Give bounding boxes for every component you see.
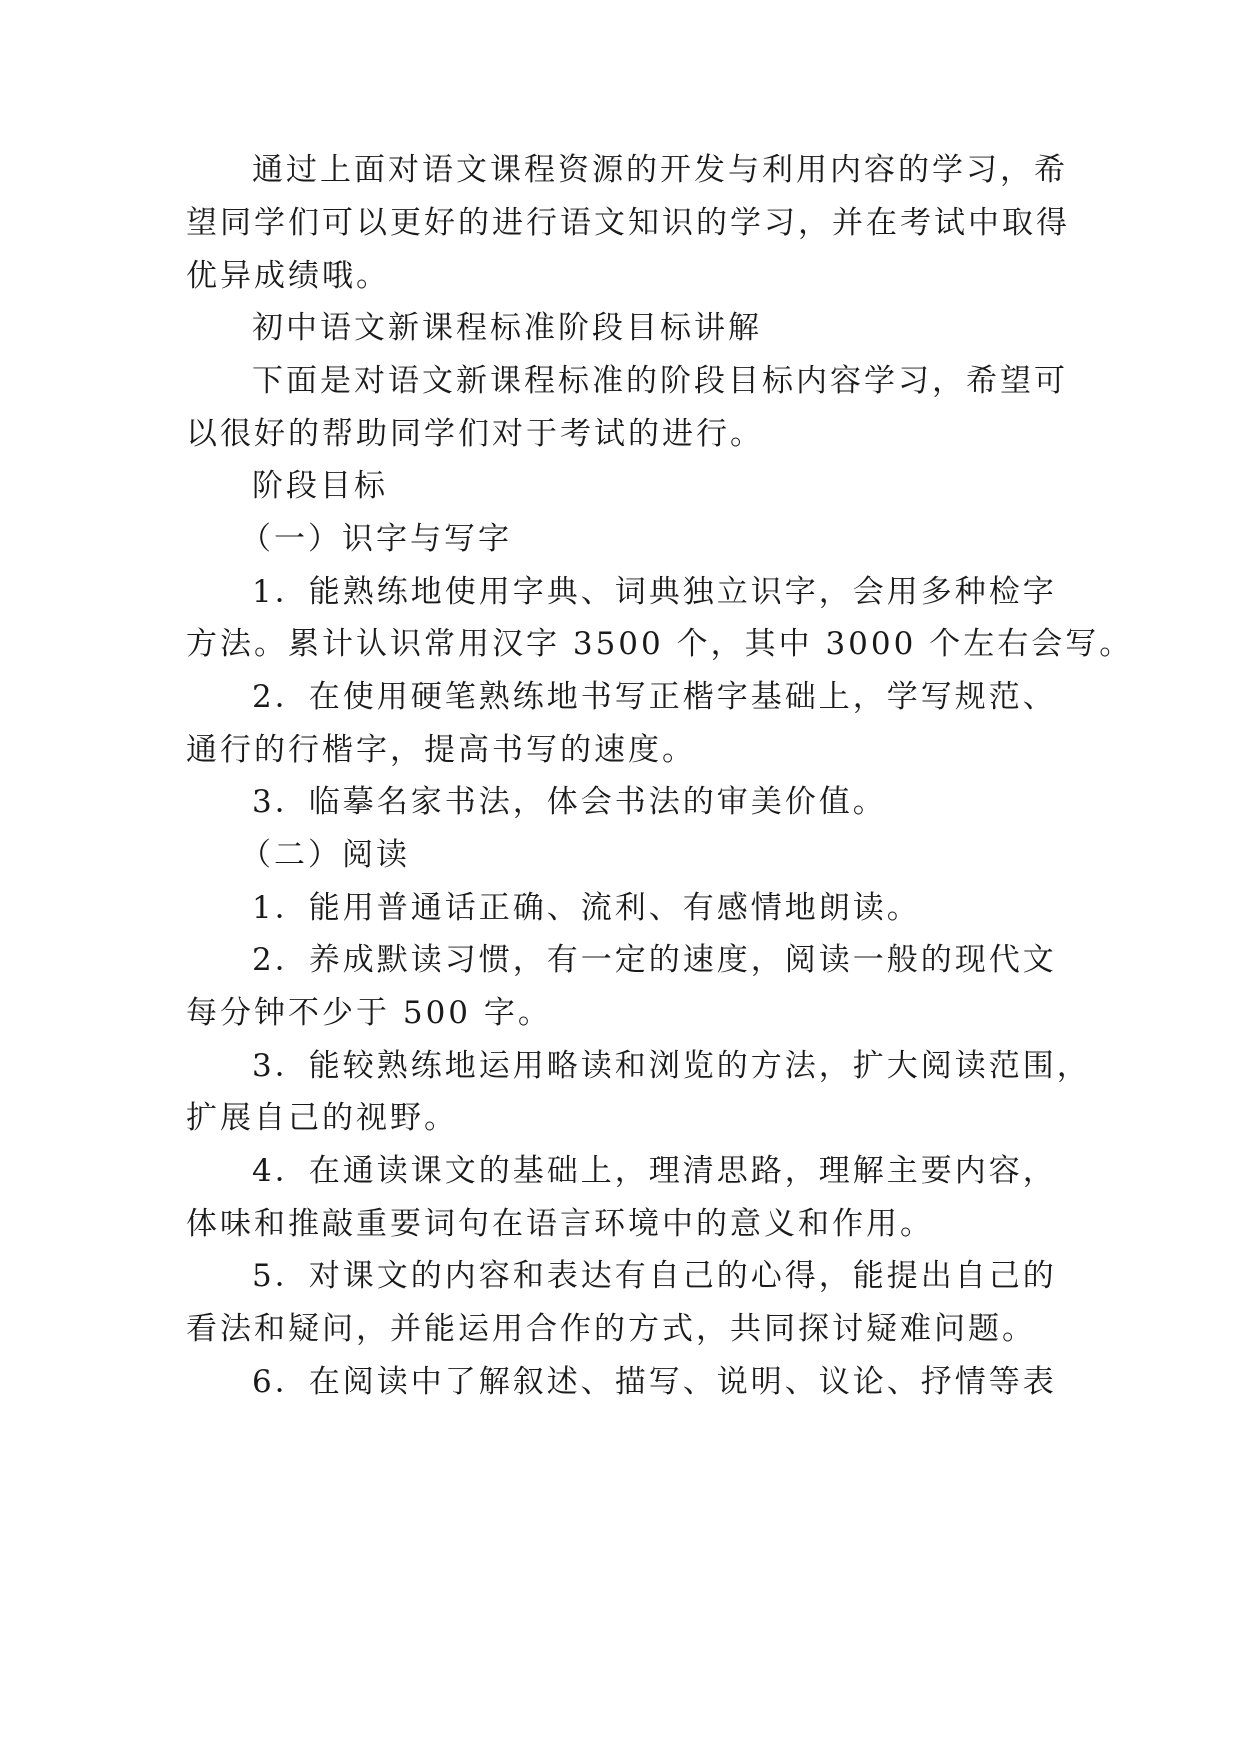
list-item-line: 方法。累计认识常用汉字 3500 个，其中 3000 个左右会写。 [186, 626, 1134, 662]
section-heading: 初中语文新课程标准阶段目标讲解 [252, 310, 762, 346]
subsection-heading: （一）识字与写字 [240, 521, 512, 557]
list-item-line: 3．能较熟练地运用略读和浏览的方法，扩大阅读范围， [252, 1048, 1091, 1084]
paragraph-line: 望同学们可以更好的进行语文知识的学习，并在考试中取得 [186, 205, 1070, 241]
list-item-line: 6．在阅读中了解叙述、描写、说明、议论、抒情等表 [252, 1364, 1057, 1400]
list-item-line: 2．养成默读习惯，有一定的速度，阅读一般的现代文 [252, 942, 1057, 978]
list-item-line: 看法和疑问，并能运用合作的方式，共同探讨疑难问题。 [186, 1311, 1036, 1347]
paragraph-line: 通过上面对语文课程资源的开发与利用内容的学习，希 [252, 152, 1068, 188]
list-item-line: 通行的行楷字，提高书写的速度。 [186, 732, 696, 768]
section-heading: 阶段目标 [252, 468, 388, 504]
list-item-line: 5．对课文的内容和表达有自己的心得，能提出自己的 [252, 1258, 1057, 1294]
list-item-line: 扩展自己的视野。 [186, 1100, 458, 1136]
paragraph-line: 下面是对语文新课程标准的阶段目标内容学习，希望可 [252, 363, 1068, 399]
list-item-line: 体味和推敲重要词句在语言环境中的意义和作用。 [186, 1206, 934, 1242]
paragraph-line: 优异成绩哦。 [186, 258, 390, 294]
list-item-line: 4．在通读课文的基础上，理清思路，理解主要内容， [252, 1153, 1057, 1189]
list-item-line: 1．能熟练地使用字典、词典独立识字，会用多种检字 [252, 574, 1057, 610]
list-item-line: 每分钟不少于 500 字。 [186, 995, 552, 1031]
list-item-line: 1．能用普通话正确、流利、有感情地朗读。 [252, 890, 921, 926]
paragraph-line: 以很好的帮助同学们对于考试的进行。 [186, 416, 764, 452]
list-item-line: 3．临摹名家书法，体会书法的审美价值。 [252, 784, 887, 820]
subsection-heading: （二）阅读 [240, 837, 410, 873]
list-item-line: 2．在使用硬笔熟练地书写正楷字基础上，学写规范、 [252, 679, 1057, 715]
